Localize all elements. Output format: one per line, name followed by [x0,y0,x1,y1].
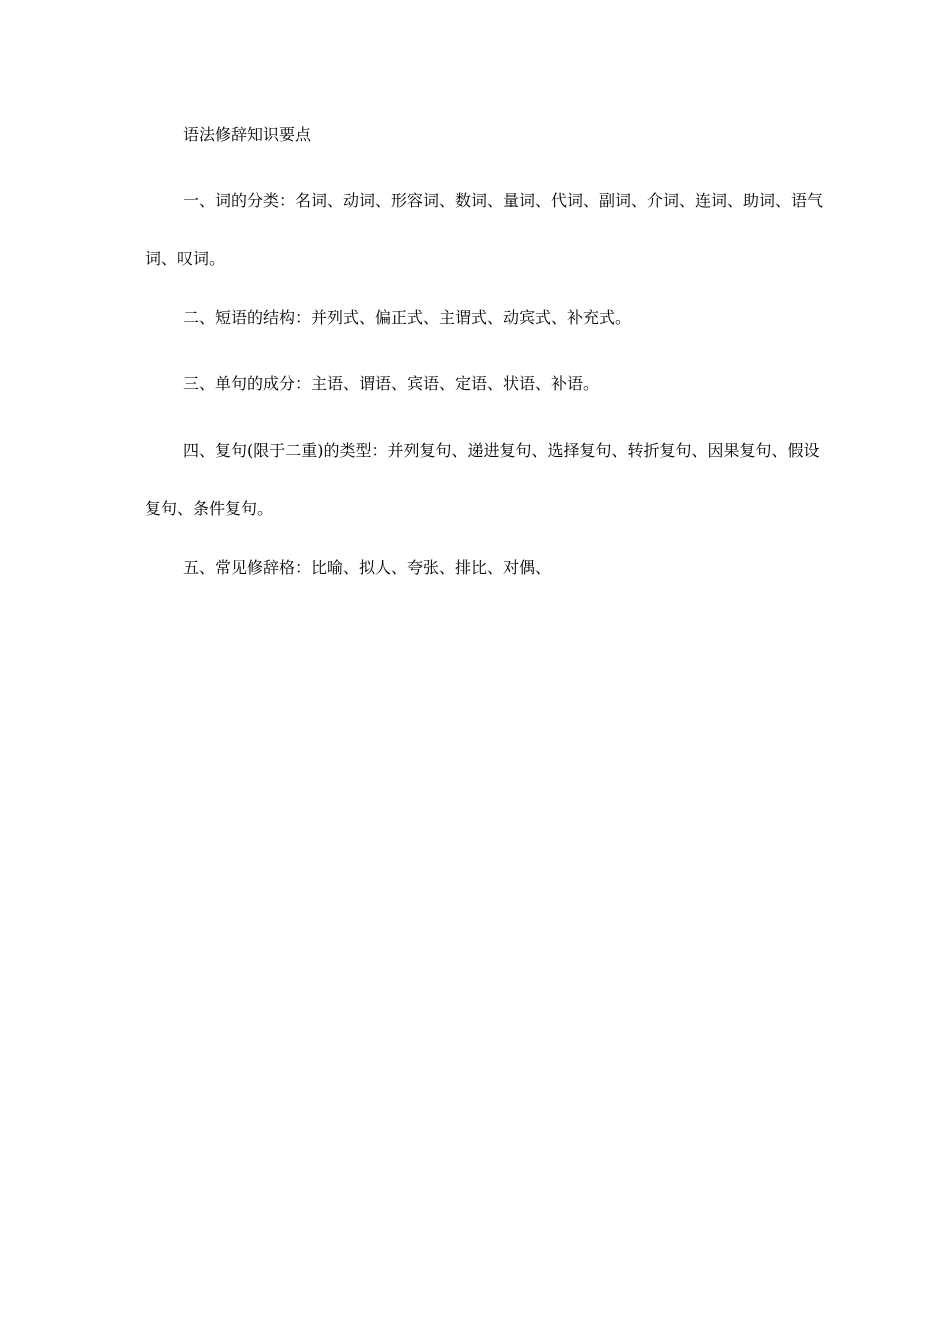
document-title: 语法修辞知识要点 [183,125,312,144]
paragraph-rhetorical-devices: 五、常见修辞格：比喻、拟人、夸张、排比、对偶、 [183,558,552,577]
paragraph-complex-sentence-types: 四、复句(限于二重)的类型：并列复句、递进复句、选择复句、转折复句、因果复句、假设复句、条件复句。 [145,441,820,518]
paragraph-word-classes: 一、词的分类：名词、动词、形容词、数词、量词、代词、副词、介词、连词、助词、语气词、叹词。 [145,191,824,268]
paragraph-sentence-components: 三、单句的成分：主语、谓语、宾语、定语、状语、补语。 [183,374,600,393]
paragraph-phrase-structures: 二、短语的结构：并列式、偏正式、主谓式、动宾式、补充式。 [183,308,632,327]
